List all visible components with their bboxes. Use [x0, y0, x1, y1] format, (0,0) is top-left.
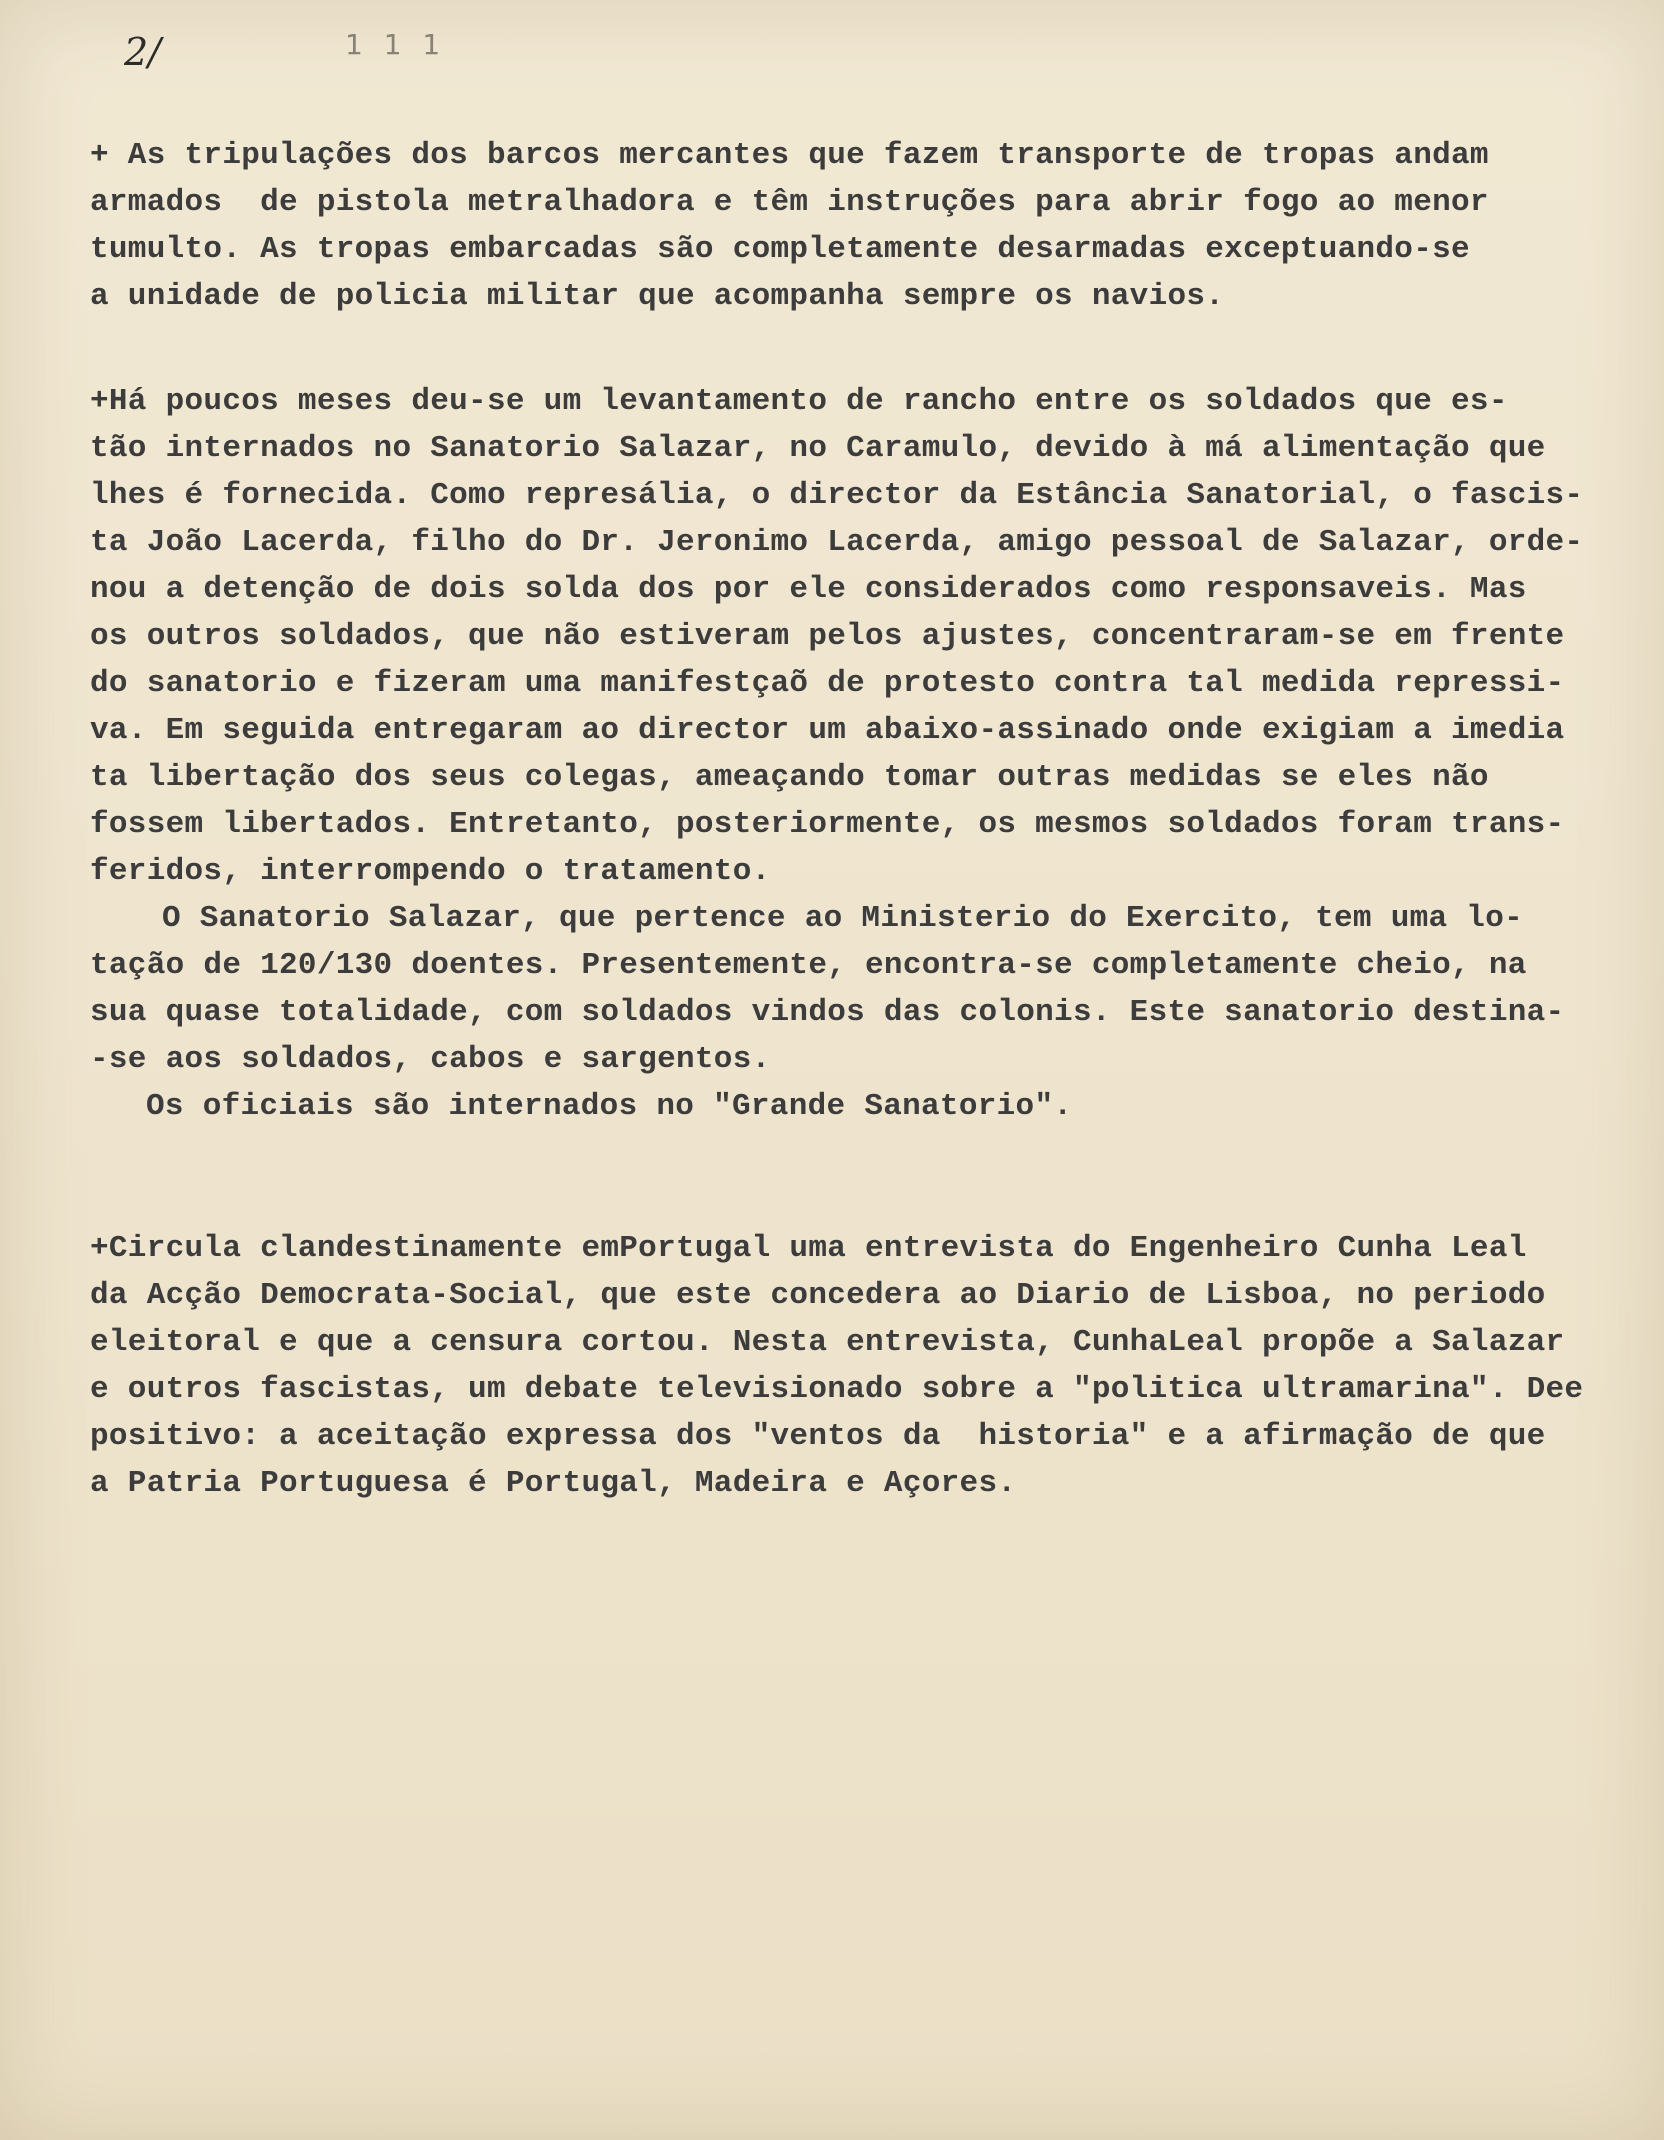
text-line: tão internados no Sanatorio Salazar, no Caramulo, devido à má alimentação que [90, 431, 1546, 466]
text-line: do sanatorio e fizeram uma manifestçaõ de protesto contra tal medida repressi- [90, 666, 1565, 701]
text-line: os outros soldados, que não estiveram pelos ajustes, concentraram-se em frente [90, 619, 1565, 654]
text-line: eleitoral e que a censura cortou. Nesta entrevista, CunhaLeal propõe a Salazar [90, 1325, 1565, 1360]
text-line: nou a detenção de dois solda dos por ele considerados como responsaveis. Mas [90, 572, 1527, 607]
text-line: ta João Lacerda, filho do Dr. Jeronimo Lacerda, amigo pessoal de Salazar, orde- [90, 525, 1584, 560]
text-line: ta libertação dos seus colegas, ameaçando tomar outras medidas se eles não [90, 760, 1489, 795]
text-line: tumulto. As tropas embarcadas são completamente desarmadas exceptuando-se [90, 232, 1470, 267]
text-line: e outros fascistas, um debate televisionado sobre a "politica ultramarina". Dee [90, 1372, 1584, 1407]
paragraph-cunha-leal-interview [90, 1225, 1630, 1507]
page-number: 2/ [124, 30, 161, 74]
paragraph-troop-ships [90, 132, 1630, 320]
text-line: feridos, interrompendo o tratamento. [90, 854, 771, 889]
pencil-note: 1 1 1 [345, 28, 447, 61]
text-line: lhes é fornecida. Como represália, o director da Estância Sanatorial, o fascis- [90, 478, 1584, 513]
text-line: fossem libertados. Entretanto, posteriormente, os mesmos soldados foram trans- [90, 807, 1565, 842]
text-line: va. Em seguida entregaram ao director um abaixo-assinado onde exigiam a imedia [90, 713, 1565, 748]
text-line: Os oficiais são internados no "Grande Sanatorio". [146, 1089, 1073, 1124]
text-line: armados de pistola metralhadora e têm instruções para abrir fogo ao menor [90, 185, 1489, 220]
text-line: -se aos soldados, cabos e sargentos. [90, 1042, 771, 1077]
text-line: a unidade de policia militar que acompanha sempre os navios. [90, 279, 1225, 314]
text-line: tação de 120/130 doentes. Presentemente, encontra-se completamente cheio, na [90, 948, 1527, 983]
text-line: da Acção Democrata-Social, que este concedera ao Diario de Lisboa, no periodo [90, 1278, 1546, 1313]
paragraph-sanatorio-protest [90, 378, 1630, 895]
text-line: +Circula clandestinamente emPortugal uma entrevista do Engenheiro Cunha Leal [90, 1231, 1527, 1266]
text-line: positivo: a aceitação expressa dos "ventos da historia" e a afirmação de que [90, 1419, 1546, 1454]
paragraph-sanatorio-capacity [90, 895, 1630, 1083]
text-line: sua quase totalidade, com soldados vindos das colonis. Este sanatorio destina- [90, 995, 1565, 1030]
text-line: + As tripulações dos barcos mercantes que fazem transporte de tropas andam [90, 138, 1489, 173]
text-line: +Há poucos meses deu-se um levantamento de rancho entre os soldados que es- [90, 384, 1508, 419]
text-line: O Sanatorio Salazar, que pertence ao Ministerio do Exercito, tem uma lo- [162, 901, 1524, 936]
paragraph-officers [90, 1083, 1630, 1130]
text-line: a Patria Portuguesa é Portugal, Madeira e Açores. [90, 1466, 1017, 1501]
